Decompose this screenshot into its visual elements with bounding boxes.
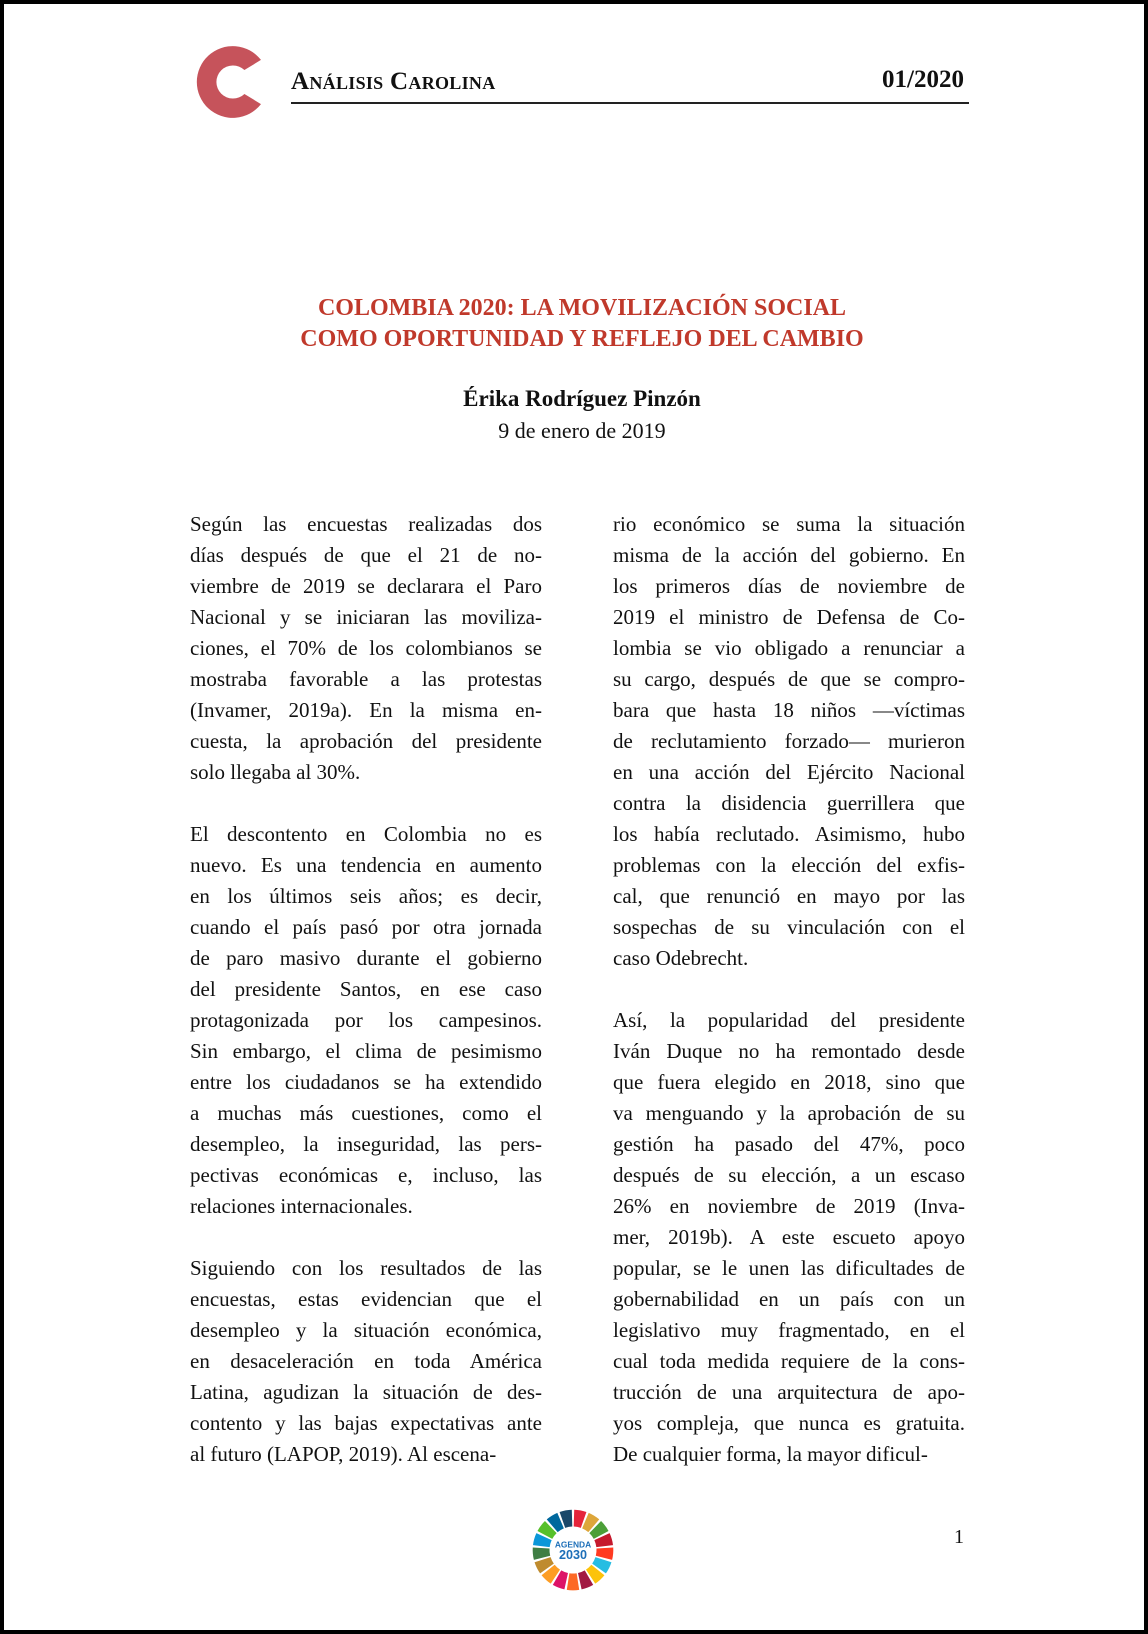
text-line: entre los ciudadanos se ha extendido: [190, 1070, 542, 1094]
text-line: cuando el país pasó por otra jornada: [190, 915, 542, 939]
text-line: ciones, el 70% de los colombianos se: [190, 636, 542, 660]
sdg-wheel-segment: [567, 1573, 579, 1590]
text-line: gobernabilidad en un país con un: [613, 1287, 965, 1311]
left-column-paragraph: [190, 819, 542, 1222]
text-line: sospechas de su vinculación con el: [613, 915, 965, 939]
text-line: problemas con la elección del exfis-: [613, 853, 965, 877]
sdg-wheel-segment: [596, 1547, 614, 1559]
text-line: contra la disidencia guerrillera que: [613, 791, 965, 815]
text-line: cual toda medida requiere de la cons-: [613, 1349, 965, 1373]
text-line: protagonizada por los campesinos.: [190, 1008, 542, 1032]
text-line: en desaceleración en toda América: [190, 1349, 542, 1373]
document-title: [184, 293, 980, 355]
text-line: de reclutamiento forzado— murieron: [613, 729, 965, 753]
text-line: solo llegaba al 30%.: [190, 760, 361, 784]
text-line: en los últimos seis años; es decir,: [190, 884, 542, 908]
text-line: desempleo, la inseguridad, las pers-: [190, 1132, 542, 1156]
text-line: Iván Duque no ha remontado desde: [613, 1039, 965, 1063]
text-line: viembre de 2019 se declarara el Paro: [190, 574, 542, 598]
text-line: días después de que el 21 de no-: [190, 543, 542, 567]
sdg-logo-text-line1: AGENDA: [554, 1539, 592, 1550]
text-line: cal, que renunció en mayo por las: [613, 884, 965, 908]
text-line: al futuro (LAPOP, 2019). Al escena-: [190, 1442, 497, 1466]
text-line: trucción de una arquitectura de apo-: [613, 1380, 965, 1404]
text-line: Según las encuestas realizadas dos: [190, 512, 542, 536]
text-line: de paro masivo durante el gobierno: [190, 946, 542, 970]
author-name: Érika Rodríguez Pinzón: [463, 386, 701, 411]
text-line: después de su elección, a un escaso: [613, 1163, 965, 1187]
agenda-2030-sdg-logo: [531, 1508, 615, 1592]
document-header: [291, 62, 969, 104]
text-line: su cargo, después de que se compro-: [613, 667, 965, 691]
text-line: lombia se vio obligado a renunciar a: [613, 636, 965, 660]
text-line: gestión ha pasado del 47%, poco: [613, 1132, 965, 1156]
text-line: cuesta, la aprobación del presidente: [190, 729, 542, 753]
text-line: De cualquier forma, la mayor dificul-: [613, 1442, 928, 1466]
text-line: Así, la popularidad del presidente: [613, 1008, 965, 1032]
text-line: 26% en noviembre de 2019 (Inva-: [613, 1194, 965, 1218]
left-column-paragraph: [190, 1253, 542, 1470]
text-line: El descontento en Colombia no es: [190, 822, 542, 846]
right-column: [613, 509, 965, 1501]
text-line: caso Odebrecht.: [613, 946, 749, 970]
text-line: pectivas económicas e, incluso, las: [190, 1163, 542, 1187]
text-line: que fuera elegido en 2018, sino que: [613, 1070, 965, 1094]
publication-name: Análisis Carolina: [291, 68, 496, 95]
text-line: Nacional y se iniciaran las moviliza-: [190, 605, 542, 629]
text-line: yos compleja, que nunca es gratuita.: [613, 1411, 965, 1435]
issue-number: 01/2020: [882, 66, 964, 93]
page-number: 1: [954, 1526, 964, 1548]
text-line: Latina, agudizan la situación de des-: [190, 1380, 542, 1404]
right-column-paragraph: [613, 509, 965, 974]
title-line-1: COLOMBIA 2020: LA MOVILIZACIÓN SOCIAL: [317, 295, 847, 321]
left-column: [190, 509, 542, 1501]
text-line: rio económico se suma la situación: [613, 512, 965, 536]
text-line: Sin embargo, el clima de pesimismo: [190, 1039, 542, 1063]
text-line: (Invamer, 2019a). En la misma en-: [190, 698, 542, 722]
title-line-2: COMO OPORTUNIDAD Y REFLEJO DEL CAMBIO: [300, 326, 864, 352]
sdg-wheel-segment: [533, 1547, 551, 1559]
left-column-paragraph: [190, 509, 542, 788]
text-line: contento y las bajas expectativas ante: [190, 1411, 542, 1435]
text-line: bara que hasta 18 niños —víctimas: [613, 698, 965, 722]
text-line: del presidente Santos, en ese caso: [190, 977, 542, 1001]
text-line: misma de la acción del gobierno. En: [613, 543, 965, 567]
text-line: los había reclutado. Asimismo, hubo: [613, 822, 965, 846]
publication-date: 9 de enero de 2019: [498, 418, 666, 443]
text-line: encuestas, estas evidencian que el: [190, 1287, 542, 1311]
text-line: desempleo y la situación económica,: [190, 1318, 542, 1342]
text-line: va menguando y la aprobación de su: [613, 1101, 965, 1125]
text-line: mer, 2019b). A este escueto apoyo: [613, 1225, 965, 1249]
text-line: mostraba favorable a las protestas: [190, 667, 542, 691]
text-line: Siguiendo con los resultados de las: [190, 1256, 542, 1280]
text-line: popular, se le unen las dificultades de: [613, 1256, 965, 1280]
text-line: a muchas más cuestiones, como el: [190, 1101, 542, 1125]
text-line: los primeros días de noviembre de: [613, 574, 965, 598]
carolina-logo-icon: [186, 36, 278, 128]
text-line: legislativo muy fragmentado, en el: [613, 1318, 965, 1342]
text-line: nuevo. Es una tendencia en aumento: [190, 853, 542, 877]
text-line: relaciones internacionales.: [190, 1194, 413, 1218]
text-line: en una acción del Ejército Nacional: [613, 760, 965, 784]
sdg-logo-text-line2: 2030: [558, 1548, 588, 1563]
text-line: 2019 el ministro de Defensa de Co-: [613, 605, 965, 629]
right-column-paragraph: [613, 1005, 965, 1470]
